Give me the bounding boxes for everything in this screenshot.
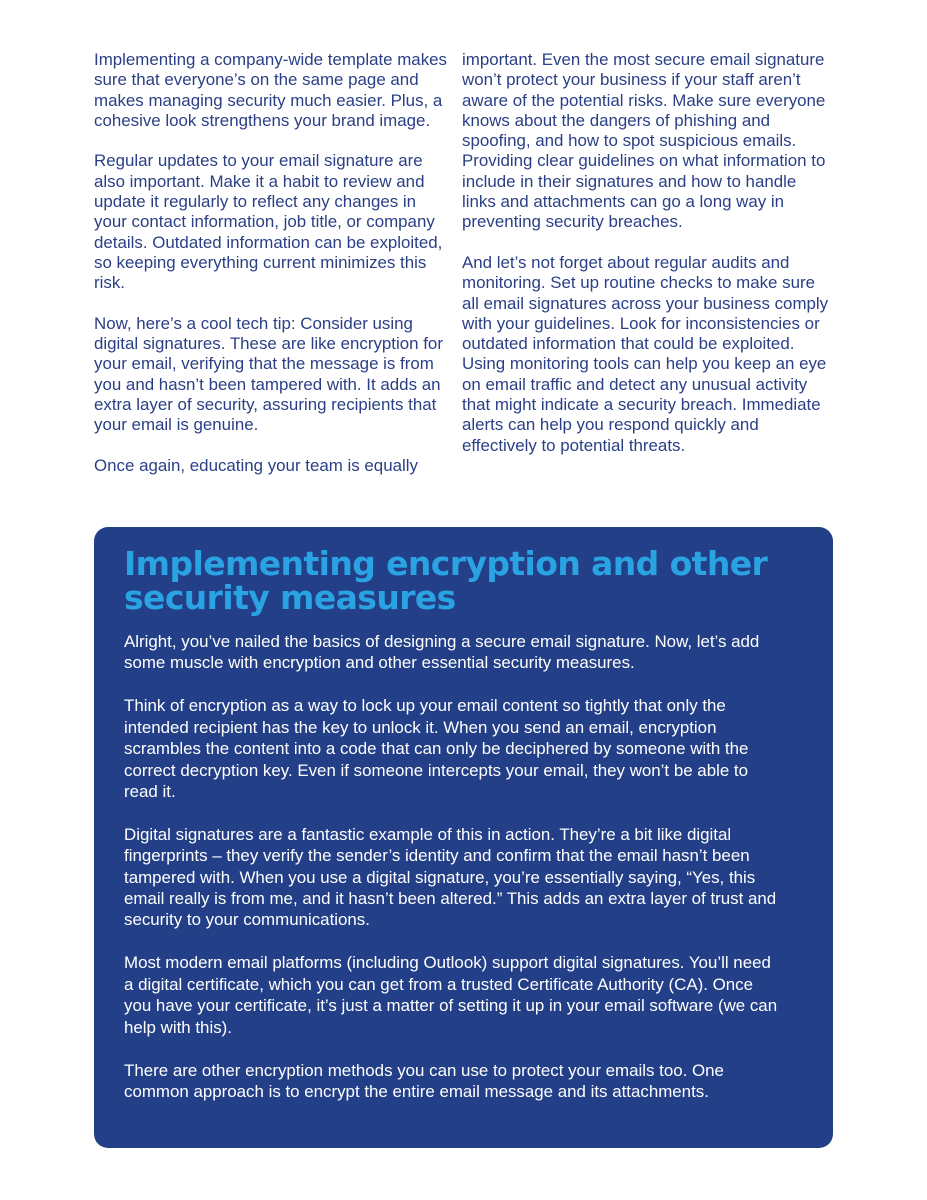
body-paragraph: Implementing a company-wide template makes sure that everyone’s on the same page and makes managing security much easier. Plus, a cohesive look strengthens your brand image. — [94, 50, 447, 130]
left-column — [94, 50, 450, 476]
section-heading: Implementing encryption and other security measures — [124, 544, 768, 617]
panel-paragraph: There are other encryption methods you can use to protect your emails too. One common approach is to encrypt the entire email message and its attachments. — [124, 1060, 724, 1101]
two-column-body — [94, 50, 834, 476]
right-column — [462, 50, 834, 476]
body-paragraph: Regular updates to your email signature are also important. Make it a habit to review and update it regularly to reflect any changes in your contact information, job title, or company details. Outdated information can be exploited, so keeping everything current minimizes this risk. — [94, 151, 443, 293]
body-paragraph: Now, here’s a cool tech tip: Consider using digital signatures. These are like encryption for your email, verifying that the message is from you and hasn’t been tampered with. It adds an extra layer of security, assuring recipients that your email is genuine. — [94, 313, 443, 435]
panel-paragraph: Think of encryption as a way to lock up your email content so tightly that only the intended recipient has the key to unlock it. When you send an email, encryption scrambles the content into a code that can only be deciphered by someone with the correct decryption key. Even if someone intercepts your email, they won’t be able to read it. — [124, 696, 749, 801]
panel-paragraph: Alright, you’ve nailed the basics of designing a secure email signature. Now, let’s add some muscle with encryption and other essential security measures. — [124, 632, 760, 673]
encryption-callout-panel — [94, 527, 833, 1148]
body-paragraph: important. Even the most secure email signature won’t protect your business if your staff aren’t aware of the potential risks. Make sure everyone knows about the dangers of phishing and spoofing, and how to spot suspicious emails. Providing clear guidelines on what information to include in their signatures and how to handle links and attachments can go a long way in preventing security breaches. — [462, 50, 826, 232]
panel-paragraph: Most modern email platforms (including Outlook) support digital signatures. You’ll need a digital certificate, which you can get from a trusted Certificate Authority (CA). Once you have your certificate, it’s just a matter of setting it up in your email software (we can help with this). — [124, 953, 778, 1037]
body-paragraph: Once again, educating your team is equally — [94, 455, 418, 475]
body-paragraph: And let’s not forget about regular audits and monitoring. Set up routine checks to make sure all email signatures across your business comply with your guidelines. Look for inconsistencies or outdated information that could be exploited. Using monitoring tools can help you keep an eye on email traffic and detect any unusual activity that might indicate a security breach. Immediate alerts can help you respond quickly and effectively to potential threats. — [462, 252, 829, 455]
panel-paragraph: Digital signatures are a fantastic example of this in action. They’re a bit like digital fingerprints – they verify the sender’s identity and confirm that the email hasn’t been tampered with. When you use a digital signature, you’re essentially saying, “Yes, this email really is from me, and it hasn’t been altered.” This adds an extra layer of trust and security to your communications. — [124, 824, 777, 930]
